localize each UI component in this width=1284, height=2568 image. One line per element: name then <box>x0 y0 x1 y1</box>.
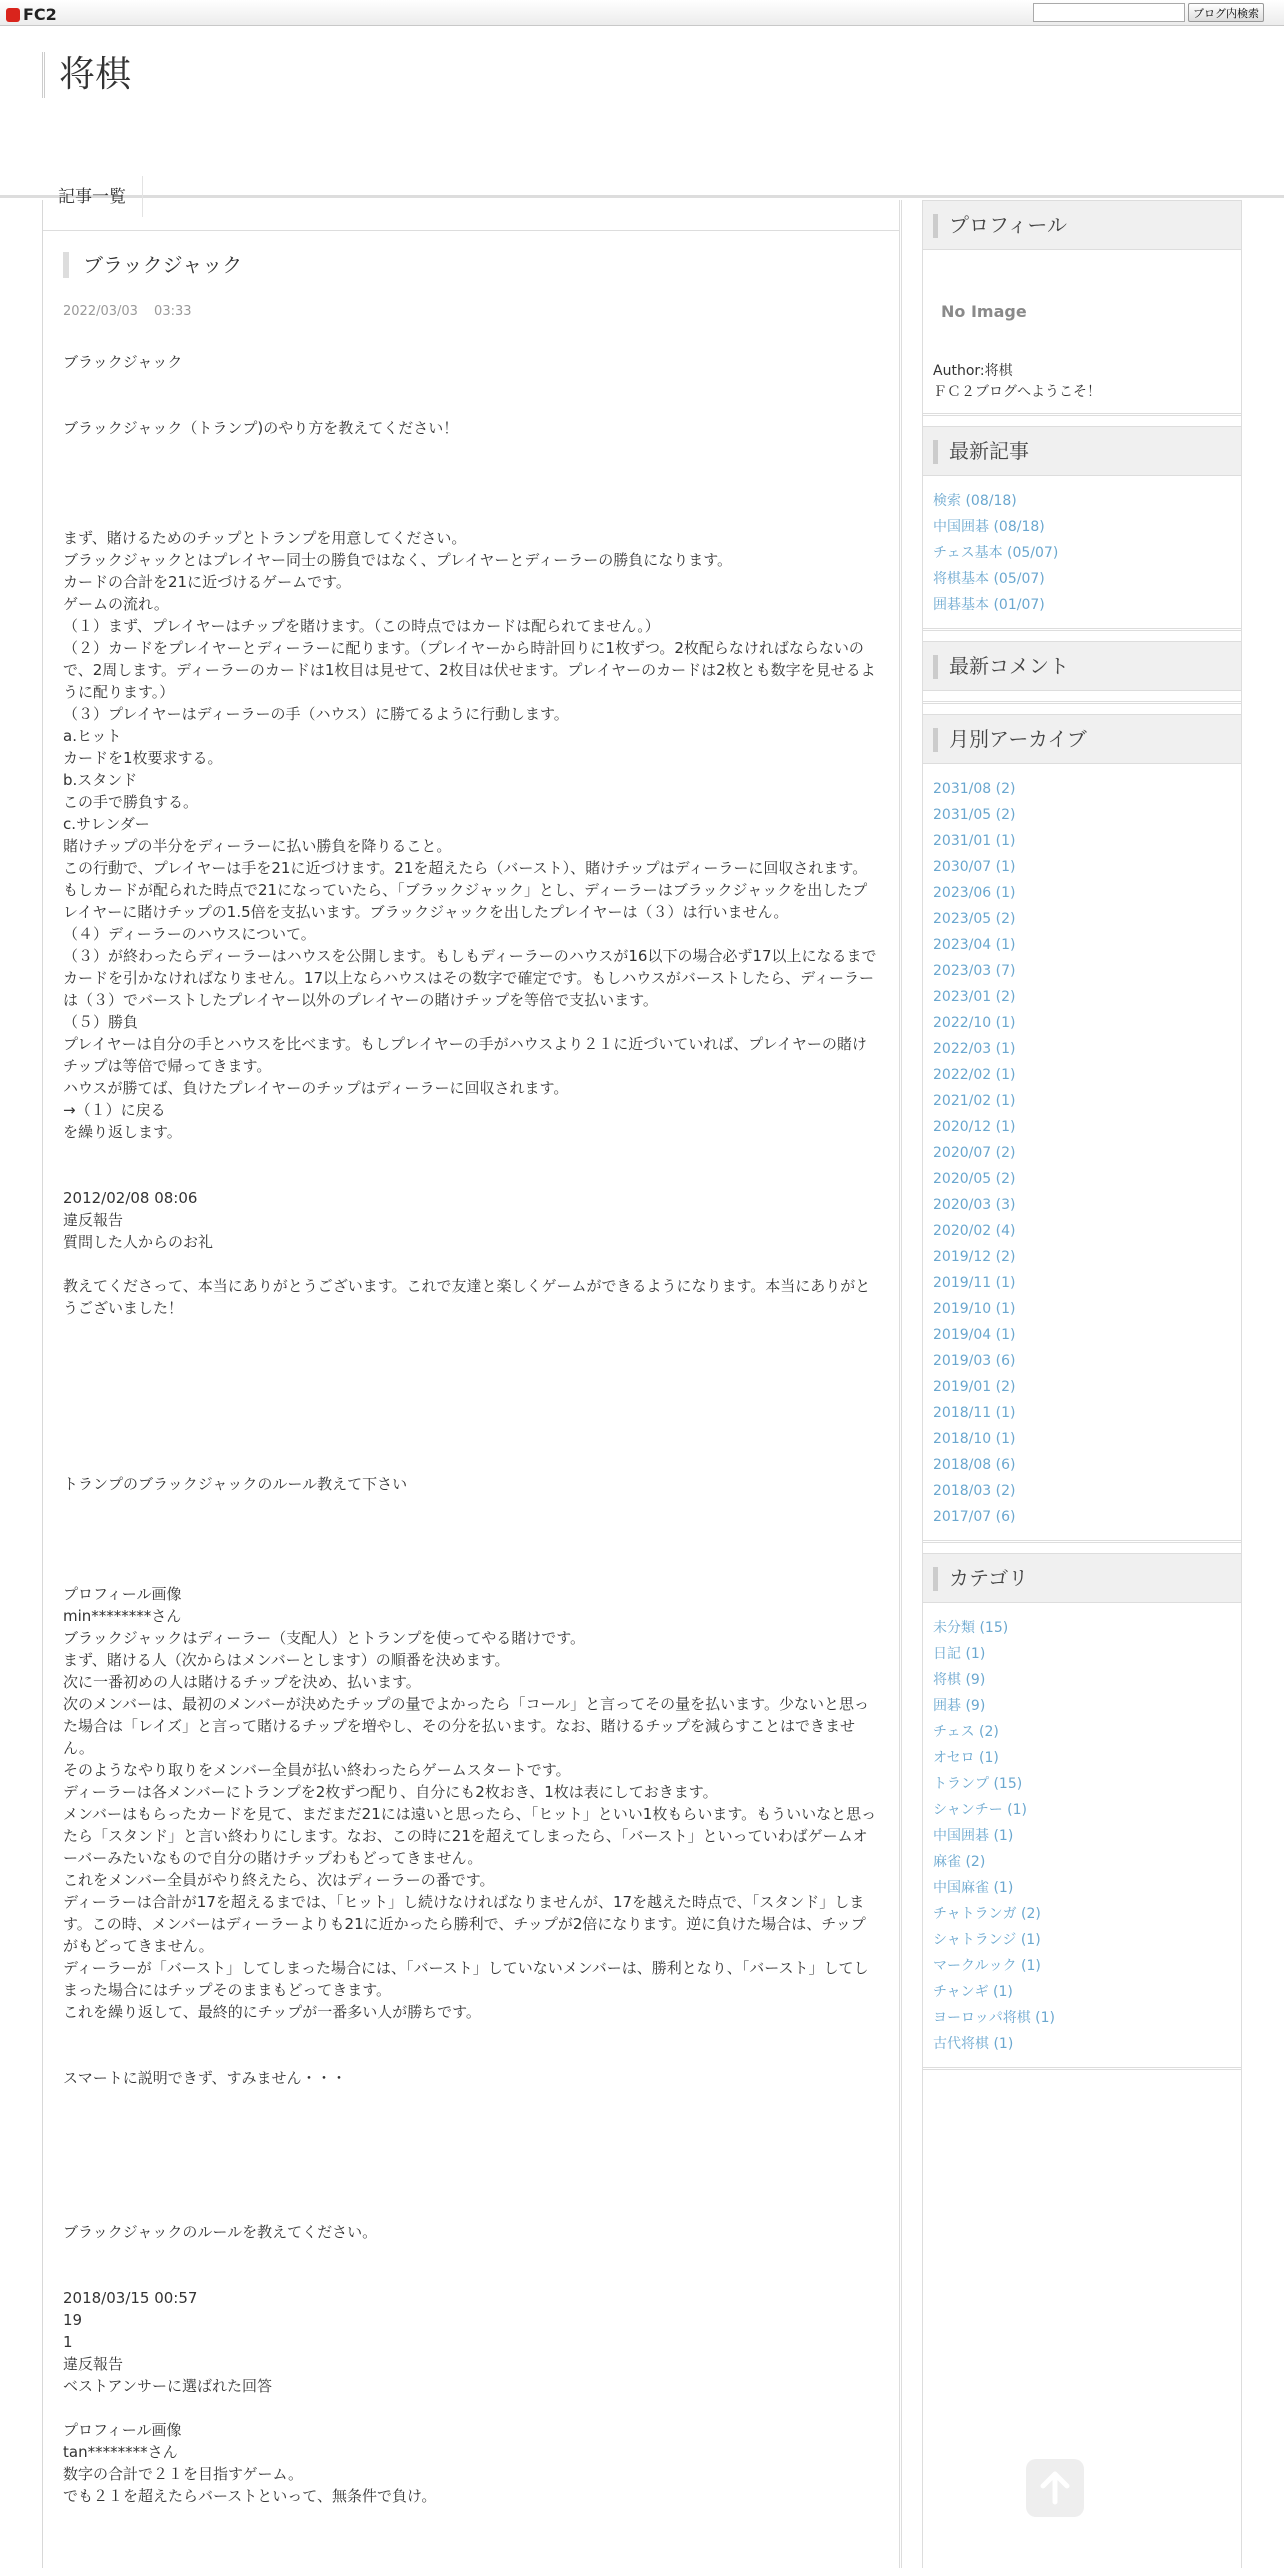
archive-link[interactable]: 2023/01 (2) <box>933 989 1016 1005</box>
category-item <box>933 2005 1231 2031</box>
archives-list <box>923 764 1241 1530</box>
recent-comments-title: 最新コメント <box>923 641 1241 691</box>
entry-line <box>63 2133 879 2155</box>
entry-line: ブラックジャックとはプレイヤー同士の勝負ではなく、プレイヤーとディーラーの勝負になります。 <box>63 551 733 569</box>
profile-title: プロフィール <box>923 200 1241 250</box>
archive-item <box>933 1244 1231 1270</box>
category-link[interactable]: マークルック (1) <box>933 1958 1041 1974</box>
archives-plugin <box>923 714 1241 1543</box>
archive-item <box>933 802 1231 828</box>
archive-link[interactable]: 2022/03 (1) <box>933 1041 1016 1057</box>
entry-date: 2022/03/03 03:33 <box>63 304 192 319</box>
category-link[interactable]: ヨーロッパ将棋 (1) <box>933 2010 1056 2026</box>
archive-link[interactable]: 2022/02 (1) <box>933 1067 1016 1083</box>
nav-item-entry-list[interactable]: 記事一覧 <box>42 176 143 217</box>
recent-entry-link[interactable]: チェス基本 (05/07) <box>933 545 1059 561</box>
category-item <box>933 1667 1231 1693</box>
category-link[interactable]: 日記 (1) <box>933 1646 986 1662</box>
blog-search <box>1033 3 1264 22</box>
archives-title: 月別アーカイブ <box>923 714 1241 764</box>
archive-item <box>933 854 1231 880</box>
entry-line: ゲームの流れ。 <box>63 595 169 613</box>
archive-item <box>933 776 1231 802</box>
entry-line <box>63 2397 879 2419</box>
archive-item <box>933 1452 1231 1478</box>
category-link[interactable]: トランプ (15) <box>933 1776 1023 1792</box>
entry-line <box>63 1451 879 1473</box>
category-item <box>933 1771 1231 1797</box>
main-content <box>42 200 902 2568</box>
archive-link[interactable]: 2018/08 (6) <box>933 1457 1016 1473</box>
entry-line: ディーラーは合計が17を超えるまでは、「ヒット」し続けなければなりませんが、17を越えた時点で、「スタンド」します。この時、メンバーはディーラーよりも21に近かったら勝利で、チップが2倍になります。逆に負けた場合は、チップがもどってきません。 <box>63 1893 866 1955</box>
entry-line <box>63 373 879 395</box>
entry-line <box>63 2243 879 2265</box>
archive-link[interactable]: 2018/10 (1) <box>933 1431 1016 1447</box>
entry-line: →（１）に戻る <box>63 1101 166 1119</box>
archive-link[interactable]: 2031/05 (2) <box>933 807 1016 823</box>
archive-link[interactable]: 2018/03 (2) <box>933 1483 1016 1499</box>
entry-line: 違反報告 <box>63 1211 124 1229</box>
entry-line: （１）まず、プレイヤーはチップを賭けます。（この時点ではカードは配られてません。） <box>63 617 660 635</box>
archive-item <box>933 1218 1231 1244</box>
profile-message: ＦＣ２ブログへようこそ！ <box>933 384 1101 400</box>
entry-line: まず、賭けるためのチップとトランプを用意してください。 <box>63 529 467 547</box>
archive-link[interactable]: 2023/04 (1) <box>933 937 1016 953</box>
entry-line: （２）カードをプレイヤーとディーラーに配ります。（プレイヤーから時計回りに1枚ずつ。2枚配らなければならないので、2周します。ディーラーのカードは1枚目は見せて、2枚目は伏せます。プレイヤーのカードは2枚とも数字を見せるように配ります。） <box>63 639 876 701</box>
categories-plugin <box>923 1553 1241 2070</box>
entry-line <box>63 439 879 461</box>
entry-line: （４）ディーラーのハウスについて。 <box>63 925 316 943</box>
recent-entries-title: 最新記事 <box>923 426 1241 476</box>
entry-line: を繰り返します。 <box>63 1123 182 1141</box>
archive-item <box>933 880 1231 906</box>
category-item <box>933 2031 1231 2057</box>
entry-line <box>63 2155 879 2177</box>
archive-link[interactable]: 2020/03 (3) <box>933 1197 1016 1213</box>
archive-link[interactable]: 2020/07 (2) <box>933 1145 1016 1161</box>
entry-line: 数字の合計で２１を目指すゲーム。 <box>63 2465 304 2483</box>
archive-item <box>933 1322 1231 1348</box>
archive-item <box>933 1140 1231 1166</box>
entry-line: カードの合計を21に近づけるゲームです。 <box>63 573 351 591</box>
entry-line: 1 <box>63 2333 73 2351</box>
archive-link[interactable]: 2023/03 (7) <box>933 963 1016 979</box>
entry-line <box>63 483 879 505</box>
archive-link[interactable]: 2022/10 (1) <box>933 1015 1016 1031</box>
archive-link[interactable]: 2020/12 (1) <box>933 1119 1016 1135</box>
category-item <box>933 1719 1231 1745</box>
entry-line: 次のメンバーは、最初のメンバーが決めたチップの量でよかったら「コール」と言ってその量を払います。少ないと思った場合は「レイズ」と言って賭けるチップを増やし、その分を払います。なお、賭けるチップを減らすことはできません。 <box>63 1695 869 1757</box>
entry-body <box>63 351 879 2507</box>
entry-line: 19 <box>63 2311 83 2329</box>
fc2-logo[interactable] <box>6 5 57 24</box>
category-item <box>933 1927 1231 1953</box>
entry-line: 2018/03/15 00:57 <box>63 2289 198 2307</box>
category-link[interactable]: 将棋 (9) <box>933 1672 986 1688</box>
category-link[interactable]: チャトランガ (2) <box>933 1906 1041 1922</box>
archive-item <box>933 828 1231 854</box>
entry-line: この手で勝負する。 <box>63 793 199 811</box>
archive-item <box>933 1374 1231 1400</box>
archive-link[interactable]: 2020/02 (4) <box>933 1223 1016 1239</box>
entry-line <box>63 1319 879 1341</box>
entry-line <box>63 1429 879 1451</box>
archive-link[interactable]: 2019/03 (6) <box>933 1353 1016 1369</box>
entry-line: この行動で、プレイヤーは手を21に近づけます。21を超えたら（バースト）、賭けチップはディーラーに回収されます。 <box>63 859 868 877</box>
archive-item <box>933 1270 1231 1296</box>
entry-line <box>63 1407 879 1429</box>
category-link[interactable]: シャトランジ (1) <box>933 1932 1041 1948</box>
archive-link[interactable]: 2023/05 (2) <box>933 911 1016 927</box>
entry-line <box>63 1385 879 1407</box>
category-item <box>933 1953 1231 1979</box>
recent-entries-list <box>923 476 1241 618</box>
recent-entries-plugin <box>923 426 1241 631</box>
entry-line: プロフィール画像 <box>63 2421 182 2439</box>
entry-line: min********さん <box>63 1607 182 1625</box>
archive-item <box>933 958 1231 984</box>
category-link[interactable]: 未分類 (15) <box>933 1620 1009 1636</box>
entry-line: 賭けチップの半分をディーラーに払い勝負を降りること。 <box>63 837 452 855</box>
archive-link[interactable]: 2030/07 (1) <box>933 859 1016 875</box>
recent-comments-plugin <box>923 641 1241 704</box>
categories-title: カテゴリ <box>923 1553 1241 1603</box>
archive-link[interactable]: 2018/11 (1) <box>933 1405 1016 1421</box>
entry-line <box>63 461 879 483</box>
archive-item <box>933 932 1231 958</box>
entry-line: 質問した人からのお礼 <box>63 1233 214 1251</box>
entry-title[interactable]: ブラックジャック <box>63 252 899 278</box>
archive-item <box>933 1088 1231 1114</box>
blog-search-button[interactable]: ブログ内検索 <box>1188 3 1264 22</box>
fc2-logo-text: FC2 <box>23 5 57 24</box>
recent-entry-item <box>933 592 1231 618</box>
archive-item <box>933 1348 1231 1374</box>
archive-link[interactable]: 2031/01 (1) <box>933 833 1016 849</box>
archive-link[interactable]: 2019/10 (1) <box>933 1301 1016 1317</box>
entry-line <box>63 2045 879 2067</box>
archive-link[interactable]: 2019/11 (1) <box>933 1275 1016 1291</box>
entry-line: 次に一番初めの人は賭けるチップを決め、払います。 <box>63 1673 421 1691</box>
blog-header <box>0 26 1284 207</box>
arrow-up-icon <box>1040 2471 1070 2505</box>
entry-line <box>63 2177 879 2199</box>
scroll-to-top-button[interactable] <box>1026 2459 1084 2517</box>
archive-item <box>933 1192 1231 1218</box>
entry-line <box>63 1539 879 1561</box>
archive-item <box>933 1114 1231 1140</box>
entry-line: a.ヒット <box>63 727 122 745</box>
recent-entry-link[interactable]: 中国囲碁 (08/18) <box>933 519 1045 535</box>
category-link[interactable]: 中国麻雀 (1) <box>933 1880 1014 1896</box>
entry-line: プロフィール画像 <box>63 1585 182 1603</box>
category-item <box>933 1745 1231 1771</box>
category-link[interactable]: 囲碁 (9) <box>933 1698 986 1714</box>
entry-line: メンバーはもらったカードを見て、まだまだ21には遠いと思ったら、「ヒット」といい1枚もらいます。もういいなと思ったら「スタンド」と言い終わりにします。なお、この時に21を超えてしまったら、「バースト」といっていわばゲームオーバーみたいなもので自分の賭けチップわもどってきません。 <box>63 1805 877 1867</box>
entry-line: これをメンバー全員がやり終えたら、次はディーラーの番です。 <box>63 1871 495 1889</box>
entry-line: （３）プレイヤーはディーラーの手（ハウス）に勝てるように行動します。 <box>63 705 569 723</box>
categories-list <box>923 1603 1241 2057</box>
category-link[interactable]: 古代将棋 (1) <box>933 2036 1014 2052</box>
archive-item <box>933 1166 1231 1192</box>
entry-line <box>63 1561 879 1583</box>
archive-item <box>933 1478 1231 1504</box>
entry-line: スマートに説明できず、すみません・・・ <box>63 2069 347 2087</box>
fc2-logo-icon <box>6 8 20 22</box>
archive-item <box>933 1036 1231 1062</box>
archive-item <box>933 1062 1231 1088</box>
entry-line: トランプのブラックジャックのルール教えて下さい <box>63 1475 408 1493</box>
category-link[interactable]: チェス (2) <box>933 1724 999 1740</box>
profile-no-image: No Image <box>941 302 1027 321</box>
archive-item <box>933 1010 1231 1036</box>
category-item <box>933 1693 1231 1719</box>
archive-item <box>933 1504 1231 1530</box>
entry-line <box>63 1495 879 1517</box>
entry-line: ハウスが勝てば、負けたプレイヤーのチップはディーラーに回収されます。 <box>63 1079 569 1097</box>
entry-line: ブラックジャック <box>63 353 183 371</box>
category-item <box>933 1849 1231 1875</box>
category-link[interactable]: チャンギ (1) <box>933 1984 1013 2000</box>
archive-item <box>933 1426 1231 1452</box>
entry-line: ベストアンサーに選ばれた回答 <box>63 2377 272 2395</box>
entry-line: でも２１を超えたらバーストといって、無条件で負け。 <box>63 2487 437 2505</box>
recent-entry-item <box>933 540 1231 566</box>
archive-item <box>933 1296 1231 1322</box>
entry-line: tan********さん <box>63 2443 178 2461</box>
entry-line: 違反報告 <box>63 2355 124 2373</box>
entry-line: c.サレンダー <box>63 815 150 833</box>
profile-plugin <box>923 200 1241 416</box>
category-link[interactable]: オセロ (1) <box>933 1750 999 1766</box>
entry-line: （５）勝負 <box>63 1013 139 1031</box>
recent-entry-item <box>933 514 1231 540</box>
archive-link[interactable]: 2019/04 (1) <box>933 1327 1016 1343</box>
category-link[interactable]: 麻雀 (2) <box>933 1854 986 1870</box>
entry-line: ディーラーは各メンバーにトランプを2枚ずつ配り、自分にも2枚おき、1枚は表にしておきます。 <box>63 1783 718 1801</box>
profile-text <box>933 361 1241 403</box>
entry-line <box>63 1517 879 1539</box>
entry-line: ブラックジャック（トランプ)のやり方を教えてください！ <box>63 419 459 437</box>
entry-line <box>63 395 879 417</box>
fc2-header-bar <box>0 0 1284 26</box>
profile-author: Author:将棋 <box>933 363 1013 379</box>
entry-line: プレイヤーは自分の手とハウスを比べます。もしプレイヤーの手がハウスより２１に近づいていれば、プレイヤーの賭けチップは等倍で帰ってきます。 <box>63 1035 867 1075</box>
entry-line: 教えてくださって、本当にありがとうございます。これで友達と楽しくゲームができるようになります。本当にありがとうございました！ <box>63 1277 871 1317</box>
entry-line <box>63 1363 879 1385</box>
blog-search-input[interactable] <box>1033 3 1185 22</box>
recent-entry-item <box>933 566 1231 592</box>
entry-line: もしカードが配られた時点で21になっていたら、「ブラックジャック」とし、ディーラーはブラックジャックを出したプレイヤーに賭けチップの1.5倍を支払います。ブラックジャックを出したプレイヤーは（３）は行いません。 <box>63 881 868 921</box>
archive-link[interactable]: 2021/02 (1) <box>933 1093 1016 1109</box>
entry-line <box>63 1165 879 1187</box>
category-link[interactable]: 中国囲碁 (1) <box>933 1828 1014 1844</box>
entry-line: 2012/02/08 08:06 <box>63 1189 198 1207</box>
archive-link[interactable]: 2019/01 (2) <box>933 1379 1016 1395</box>
category-link[interactable]: シャンチー (1) <box>933 1802 1028 1818</box>
category-item <box>933 1901 1231 1927</box>
entry-line: ブラックジャックはディーラー（支配人）とトランプを使ってやる賭けです。 <box>63 1629 586 1647</box>
entry-line: （３）が終わったらディーラーはハウスを公開します。もしもディーラーのハウスが16以下の場合必ず17以上になるまでカードを引かなければなりません。17以上ならハウスはその数字で確定です。もしハウスがバーストしたら、ディーラーは（３）でバーストしたプレイヤー以外のプレイヤーの賭けチップを等倍で支払います。 <box>63 947 877 1009</box>
entry-line: カードを1枚要求する。 <box>63 749 223 767</box>
category-item <box>933 1979 1231 2005</box>
recent-entry-item <box>933 488 1231 514</box>
category-item <box>933 1615 1231 1641</box>
archive-link[interactable]: 2031/08 (2) <box>933 781 1016 797</box>
entry-line: そのようなやり取りをメンバー全員が払い終わったらゲームスタートです。 <box>63 1761 571 1779</box>
entry-line <box>63 2199 879 2221</box>
entry-line <box>63 2111 879 2133</box>
category-item <box>933 1823 1231 1849</box>
archive-item <box>933 1400 1231 1426</box>
archive-link[interactable]: 2017/07 (6) <box>933 1509 1016 1525</box>
recent-entry-link[interactable]: 将棋基本 (05/07) <box>933 571 1045 587</box>
entry-line <box>63 2089 879 2111</box>
category-item <box>933 1641 1231 1667</box>
entry-line <box>63 2265 879 2287</box>
entry-line <box>63 505 879 527</box>
archive-item <box>933 906 1231 932</box>
entry-line: ブラックジャックのルールを教えてください。 <box>63 2223 378 2241</box>
sidebar <box>922 200 1242 2568</box>
entry-line <box>63 1143 879 1165</box>
blog-title[interactable]: 将棋 <box>42 52 131 98</box>
entry-line: まず、賭ける人（次からはメンバーとします）の順番を決めます。 <box>63 1651 510 1669</box>
recent-entry-link[interactable]: 囲碁基本 (01/07) <box>933 597 1045 613</box>
archive-item <box>933 984 1231 1010</box>
entry-line <box>63 2023 879 2045</box>
entry-line <box>63 1253 879 1275</box>
entry-line: これを繰り返して、最終的にチップが一番多い人が勝ちです。 <box>63 2003 481 2021</box>
archive-link[interactable]: 2020/05 (2) <box>933 1171 1016 1187</box>
category-item <box>933 1797 1231 1823</box>
main-divider <box>43 230 899 231</box>
archive-link[interactable]: 2019/12 (2) <box>933 1249 1016 1265</box>
category-item <box>933 1875 1231 1901</box>
entry-line: b.スタンド <box>63 771 138 789</box>
entry-line: ディーラーが「バースト」してしまった場合には、「バースト」していないメンバーは、勝利となり、「バースト」してしまった場合にはチップそのままもどってきます。 <box>63 1959 869 1999</box>
recent-entry-link[interactable]: 検索 (08/18) <box>933 493 1017 509</box>
archive-link[interactable]: 2023/06 (1) <box>933 885 1016 901</box>
entry-line <box>63 1341 879 1363</box>
